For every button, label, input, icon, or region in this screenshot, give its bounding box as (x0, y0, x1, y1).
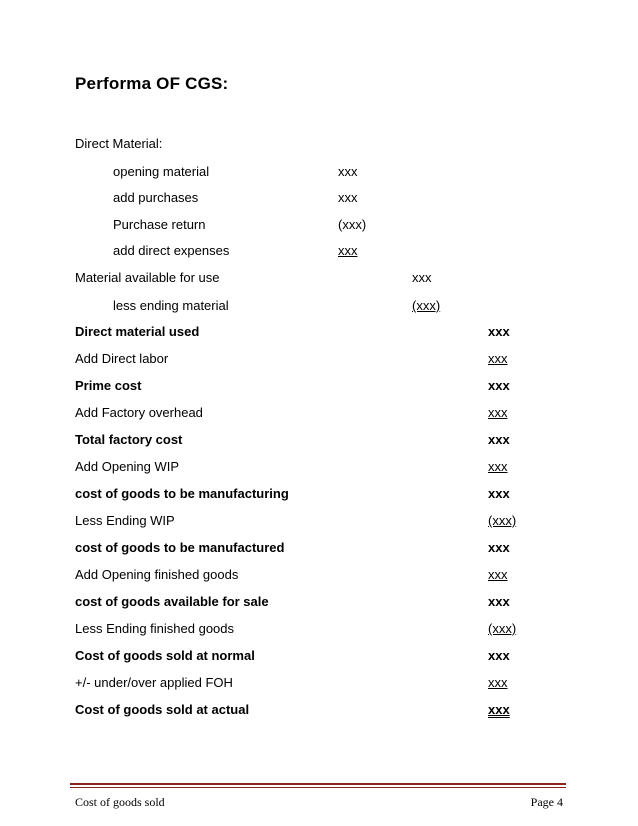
cgs-row-cogs-to-be-manufacturing (75, 486, 515, 504)
row-value: xxx (488, 540, 510, 555)
footer-rule-thin (70, 787, 566, 788)
row-value: xxx (488, 702, 510, 717)
row-label: Total factory cost (75, 432, 183, 447)
row-value: xxx (412, 270, 432, 285)
row-label: Prime cost (75, 378, 142, 393)
section-label-direct-material: Direct Material: (75, 136, 163, 151)
row-label: opening material (113, 164, 210, 179)
cgs-row-cogs-to-be-manufactured (75, 540, 515, 558)
cgs-row-prime-cost (75, 378, 515, 396)
cgs-row-cogs-available-for-sale (75, 594, 515, 612)
cgs-row-less-ending-material (75, 298, 515, 316)
cgs-row-direct-material-used (75, 324, 515, 342)
row-value: xxx (488, 324, 510, 339)
cgs-row-less-ending-wip (75, 513, 515, 531)
cgs-row-opening-material (75, 164, 515, 182)
footer-page-number: Page 4 (530, 795, 563, 809)
row-label: Direct material used (75, 324, 200, 339)
page-title: Performa OF CGS: (75, 74, 229, 93)
cgs-row-cogs-at-actual (75, 702, 515, 720)
row-value: xxx (338, 243, 358, 258)
row-value: xxx (488, 459, 508, 474)
row-label: Add Factory overhead (75, 405, 203, 420)
row-label: +/- under/over applied FOH (75, 675, 233, 690)
row-value: xxx (338, 164, 358, 179)
row-label: Material available for use (75, 270, 220, 285)
row-value: xxx (338, 190, 358, 205)
cgs-row-add-purchases (75, 190, 515, 208)
row-value: xxx (488, 405, 508, 420)
row-value: (xxx) (338, 217, 367, 232)
footer-rule-thick (70, 783, 566, 785)
footer-document-title: Cost of goods sold (75, 795, 165, 809)
row-label: Cost of goods sold at actual (75, 702, 250, 717)
cgs-row-purchase-return (75, 217, 515, 235)
row-label: Purchase return (113, 217, 206, 232)
cgs-row-total-factory-cost (75, 432, 515, 450)
row-label: Cost of goods sold at normal (75, 648, 255, 663)
row-label: add purchases (113, 190, 199, 205)
row-value: xxx (488, 378, 510, 393)
row-value: xxx (488, 594, 510, 609)
row-value: xxx (488, 675, 508, 690)
row-label: less ending material (113, 298, 229, 313)
cgs-row-material-available (75, 270, 515, 288)
row-label: add direct expenses (113, 243, 230, 258)
row-label: cost of goods to be manufacturing (75, 486, 289, 501)
row-value: xxx (488, 648, 510, 663)
row-value: (xxx) (412, 298, 441, 313)
row-value: (xxx) (488, 513, 517, 528)
cgs-row-add-opening-finished-goods (75, 567, 515, 585)
row-label: Add Opening WIP (75, 459, 180, 474)
cgs-row-add-opening-wip (75, 459, 515, 477)
row-label: Add Opening finished goods (75, 567, 239, 582)
row-value: xxx (488, 567, 508, 582)
row-value: xxx (488, 486, 510, 501)
row-label: Add Direct labor (75, 351, 169, 366)
cgs-row-add-direct-expenses (75, 243, 515, 261)
row-value: xxx (488, 351, 508, 366)
row-value: (xxx) (488, 621, 517, 636)
cgs-row-cogs-at-normal (75, 648, 515, 666)
row-label: Less Ending finished goods (75, 621, 235, 636)
cgs-row-under-over-applied-foh (75, 675, 515, 693)
cgs-row-less-ending-finished-goods (75, 621, 515, 639)
row-value: xxx (488, 432, 510, 447)
cgs-row-add-direct-labor (75, 351, 515, 369)
cgs-row-add-factory-overhead (75, 405, 515, 423)
row-label: cost of goods to be manufactured (75, 540, 285, 555)
row-label: cost of goods available for sale (75, 594, 269, 609)
row-label: Less Ending WIP (75, 513, 175, 528)
